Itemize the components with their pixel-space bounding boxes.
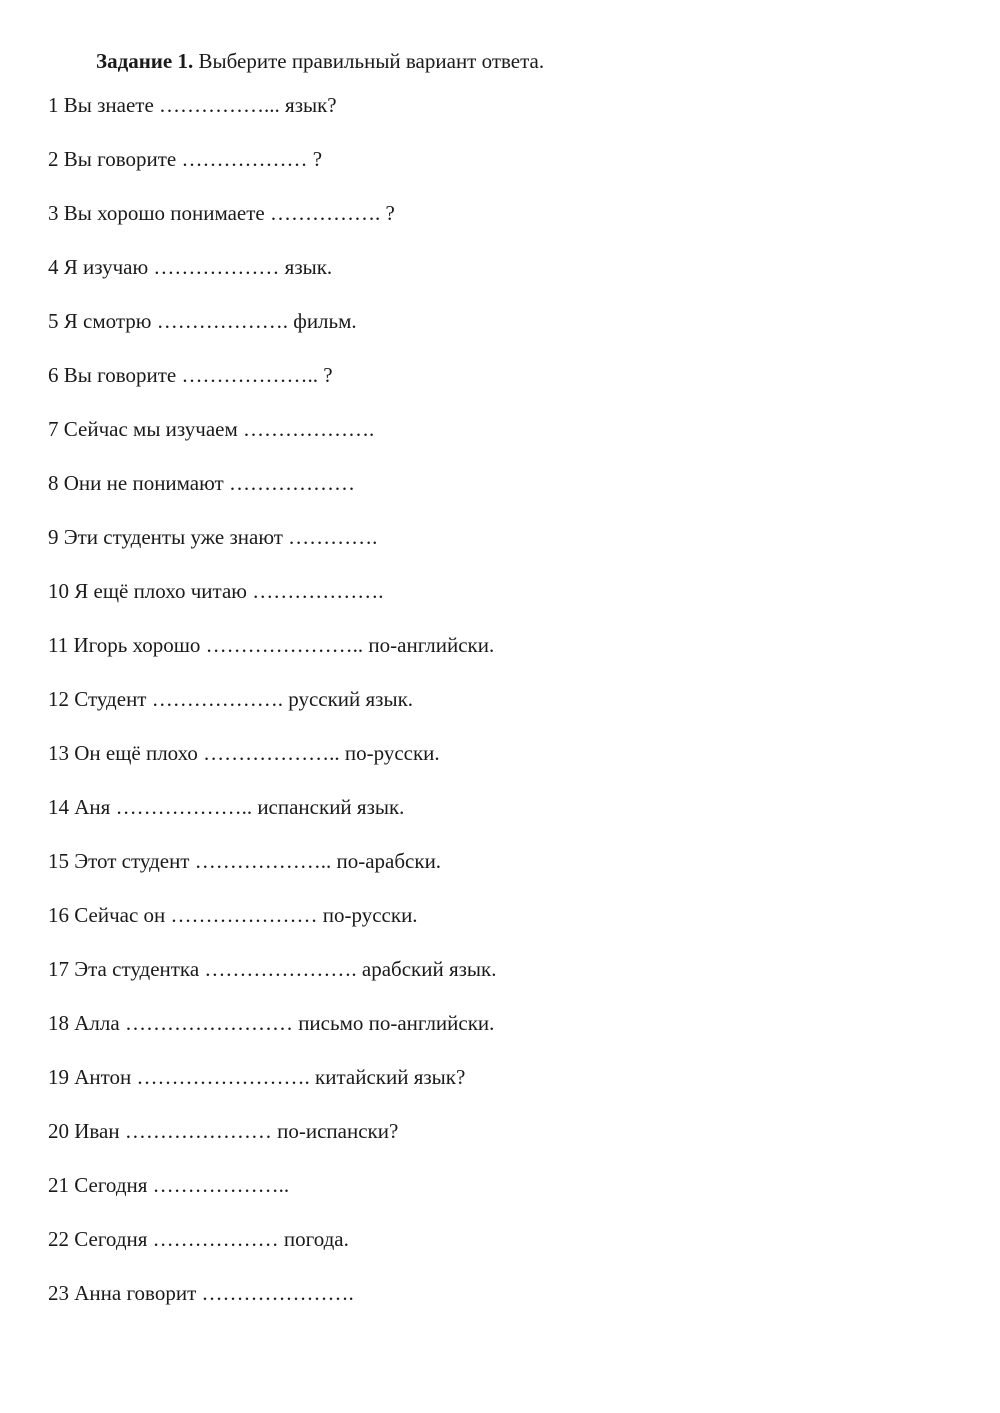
- task-heading: [96, 47, 544, 75]
- exercise-item-4: 4 Я изучаю ……………… язык.: [48, 255, 333, 279]
- exercise-item-17: 17 Эта студентка …………………. арабский язык.: [48, 957, 497, 981]
- exercise-item-6: 6 Вы говорите ……………….. ?: [48, 363, 333, 387]
- exercise-item-20: 20 Иван ………………… по-испански?: [48, 1119, 399, 1143]
- exercise-item-1: 1 Вы знаете ……………... язык?: [48, 93, 337, 117]
- task-instruction: Выберите правильный вариант ответа.: [198, 49, 545, 73]
- exercise-list: [48, 90, 497, 1332]
- exercise-item-18: 18 Алла …………………… письмо по-английски.: [48, 1011, 495, 1035]
- exercise-item-10: 10 Я ещё плохо читаю ……………….: [48, 579, 384, 603]
- exercise-item-5: 5 Я смотрю ………………. фильм.: [48, 309, 357, 333]
- exercise-item-12: 12 Студент ………………. русский язык.: [48, 687, 414, 711]
- exercise-item-23: 23 Анна говорит ………………….: [48, 1281, 354, 1305]
- exercise-item-3: 3 Вы хорошо понимаете ……………. ?: [48, 201, 395, 225]
- exercise-item-16: 16 Сейчас он ………………… по-русски.: [48, 903, 418, 927]
- exercise-item-21: 21 Сегодня ………………..: [48, 1173, 290, 1197]
- exercise-item-22: 22 Сегодня ……………… погода.: [48, 1227, 349, 1251]
- exercise-item-14: 14 Аня ……………….. испанский язык.: [48, 795, 405, 819]
- exercise-item-8: 8 Они не понимают ………………: [48, 471, 355, 495]
- exercise-item-2: 2 Вы говорите ……………… ?: [48, 147, 323, 171]
- exercise-item-7: 7 Сейчас мы изучаем ……………….: [48, 417, 375, 441]
- task-label: Задание 1.: [96, 49, 194, 73]
- exercise-item-11: 11 Игорь хорошо ………………….. по-английски.: [48, 633, 495, 657]
- exercise-item-13: 13 Он ещё плохо ……………….. по-русски.: [48, 741, 440, 765]
- exercise-item-19: 19 Антон ……………………. китайский язык?: [48, 1065, 466, 1089]
- exercise-item-15: 15 Этот студент ……………….. по-арабски.: [48, 849, 442, 873]
- exercise-item-9: 9 Эти студенты уже знают ………….: [48, 525, 378, 549]
